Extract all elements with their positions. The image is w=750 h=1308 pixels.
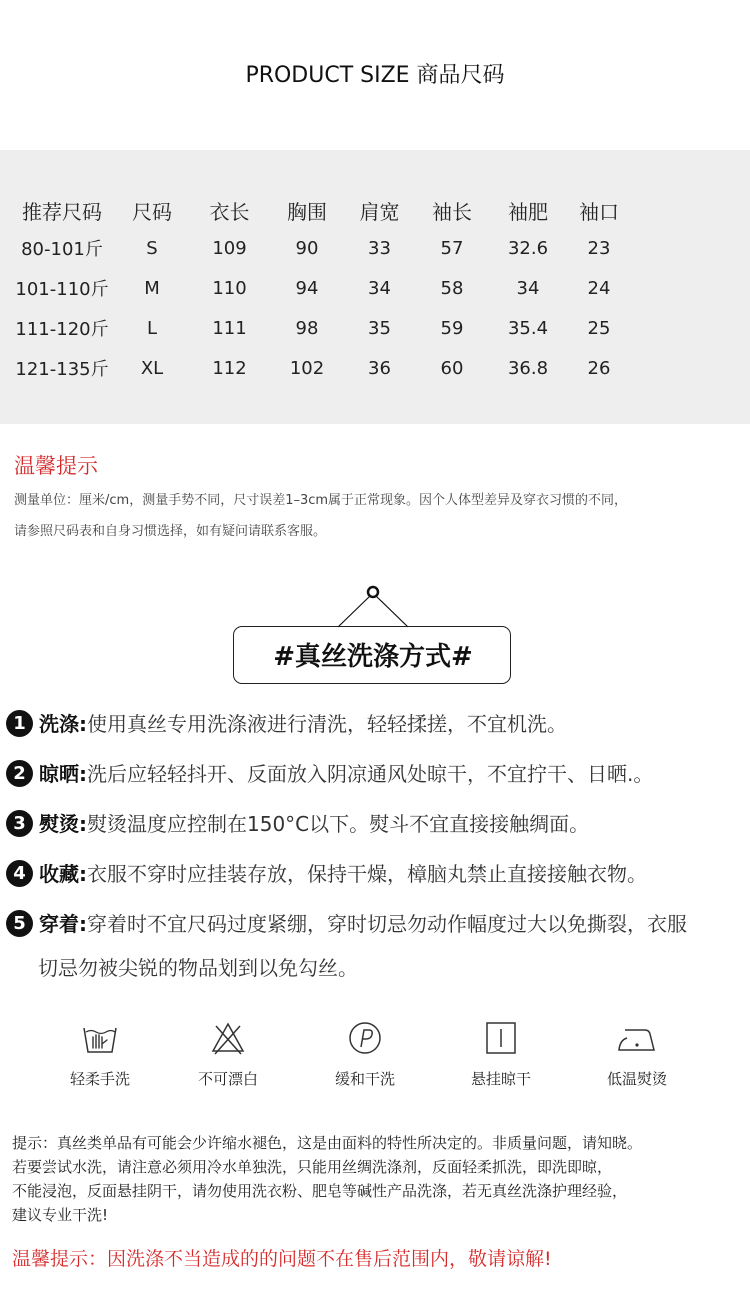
table-cell: 35 [368,317,391,339]
header-shoulder: 肩宽 [359,199,400,224]
header-cuff: 袖口 [579,199,619,224]
care-icon-dry-clean [310,1018,420,1089]
table-cell: 57 [440,237,464,259]
table-cell: 34 [516,277,540,299]
number-badge: 1 [6,710,33,737]
table-cell: 36.8 [507,357,549,379]
note-line-3: 不能浸泡，反面悬挂阴干，请勿使用洗衣粉、肥皂等碱性产品洗涤，若无真丝洗涤护理经验， [12,1182,628,1200]
table-cell: 35.4 [507,317,549,339]
table-cell: 25 [587,317,611,339]
table-cell: 58 [440,277,464,299]
care-icon-label: 不可漂白 [197,1070,258,1088]
table-row [12,348,634,388]
table-cell: 32.6 [507,237,549,259]
table-cell: M [144,277,160,299]
table-cell: 112 [212,357,247,379]
table-cell: L [146,317,158,339]
number-badge: 2 [6,760,33,787]
care-text-continued: 切忌勿被尖锐的物品划到以免勾丝。 [38,956,358,980]
number-badge: 4 [6,860,33,887]
table-cell: 59 [440,317,464,339]
table-cell: 36 [368,357,391,379]
size-table [12,192,634,388]
table-cell: 98 [295,317,319,339]
table-cell: 102 [289,357,325,379]
care-text: 使用真丝专用洗涤液进行清洗，轻轻揉搓，不宜机洗。 [87,712,567,736]
care-item-wear [6,904,687,944]
care-icon-no-bleach [173,1018,283,1089]
care-item-dry [6,754,653,794]
no-bleach-icon [208,1018,248,1058]
table-cell: 24 [587,277,611,299]
note-line-2: 若要尝试水洗，请注意必须用冷水单独洗，只能用丝绸洗涤剂，反面轻柔抓洗，即洗即晾， [12,1158,613,1176]
table-cell: 121-135斤 [15,359,109,380]
header-sleeve-length: 袖长 [432,199,472,224]
dry-clean-p-icon [345,1018,385,1058]
low-iron-icon [615,1018,659,1058]
care-icon-label: 轻柔手洗 [69,1070,130,1088]
tips-line-1: 测量单位：厘米/cm，测量手势不同，尺寸误差1–3cm属于正常现象。因个人体型差异及穿衣习惯的不同， [14,493,628,508]
table-cell: 94 [295,277,319,299]
care-icon-low-iron [582,1018,692,1089]
hand-wash-icon [80,1018,120,1058]
care-text: 衣服不穿时应挂装存放，保持干燥，樟脑丸禁止直接接触衣物。 [87,862,647,886]
tips-line-2: 请参照尺码表和自身习惯选择，如有疑问请联系客服。 [14,524,327,539]
badge-title: #真丝洗涤方式# [273,642,473,672]
table-cell: 111 [212,317,247,339]
care-label: 收藏: [39,862,87,886]
care-item-wash [6,704,567,744]
header-sleeve-width: 袖肥 [508,199,548,224]
table-cell: 34 [368,277,391,299]
page-title: PRODUCT SIZE 商品尺码 [245,63,505,88]
hang-dry-icon [481,1018,521,1058]
care-icon-hang-dry [446,1018,556,1089]
header-length: 衣长 [209,199,250,224]
tips-title: 温馨提示 [14,454,98,478]
header-size: 尺码 [132,199,172,224]
header-recommended-size: 推荐尺码 [22,199,102,224]
care-text: 熨烫温度应控制在150°C以下。熨斗不宜直接接触绸面。 [87,812,590,836]
table-cell: 90 [295,237,319,259]
table-row [12,228,634,268]
table-cell: XL [140,357,164,379]
table-row [12,268,634,308]
warning-text: 温馨提示：因洗涤不当造成的的问题不在售后范围内，敬请谅解! [12,1248,552,1270]
number-badge: 3 [6,810,33,837]
care-icon-hand-wash [45,1018,155,1089]
care-text: 洗后应轻轻抖开、反面放入阴凉通风处晾干，不宜拧干、日晒.。 [87,762,654,786]
table-cell: 111-120斤 [15,319,109,340]
table-cell: 60 [440,357,464,379]
table-cell: S [146,237,158,259]
table-cell: 109 [212,237,247,259]
table-cell: 26 [587,357,611,379]
table-cell: 101-110斤 [15,279,109,300]
table-cell: 33 [368,237,391,259]
care-label: 穿着: [39,912,87,936]
care-text: 穿着时不宜尺码过度紧绷，穿时切忌勿动作幅度过大以免撕裂，衣服 [87,912,687,936]
table-cell: 23 [587,237,611,259]
table-cell: 110 [212,277,247,299]
note-line-1: 提示：真丝类单品有可能会少许缩水褪色，这是由面料的特性所决定的。非质量问题，请知晓。 [12,1134,643,1152]
header-chest: 胸围 [287,199,327,224]
care-item-iron [6,804,589,844]
care-icon-label: 低温熨烫 [606,1070,667,1088]
care-icon-label: 悬挂晾干 [470,1070,531,1088]
care-label: 洗涤: [39,712,87,736]
size-table-header-row [12,192,634,228]
note-line-4: 建议专业干洗! [12,1206,109,1224]
wash-method-badge [232,584,514,688]
table-cell: 80-101斤 [21,239,103,260]
care-label: 熨烫: [39,812,87,836]
care-label: 晾晒: [39,762,87,786]
care-icon-label: 缓和干洗 [334,1070,395,1088]
table-row [12,308,634,348]
care-item-store [6,854,647,894]
number-badge: 5 [6,910,33,937]
